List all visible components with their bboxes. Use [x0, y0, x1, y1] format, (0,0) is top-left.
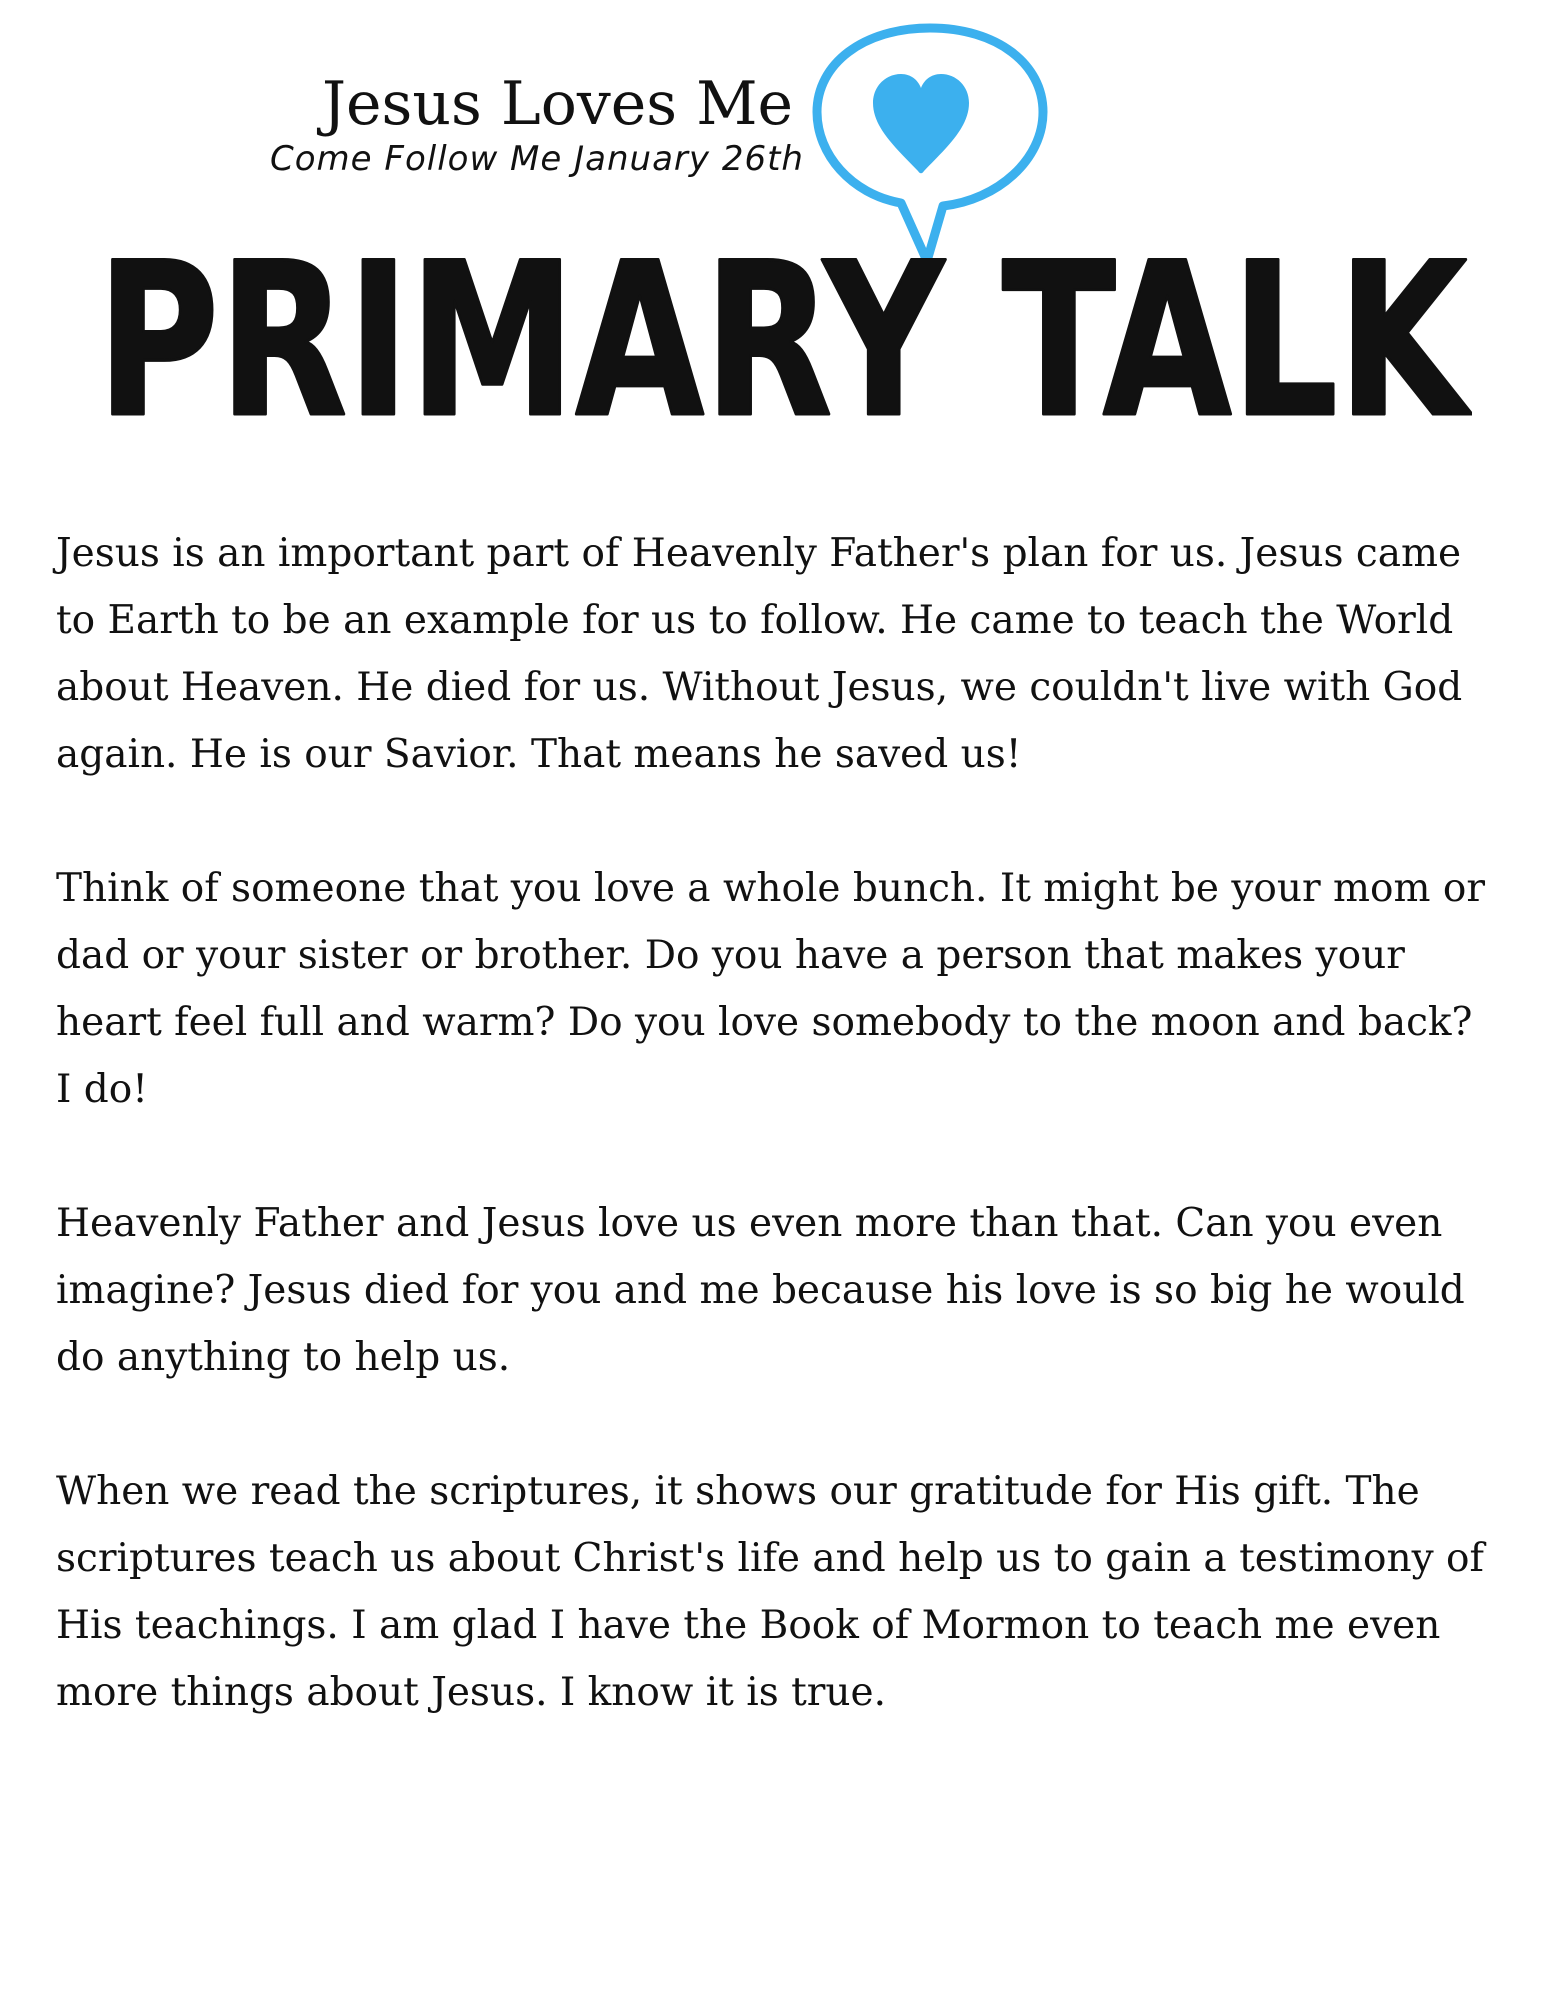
primary-talk-heading — [92, 210, 1472, 440]
paragraph-2: Think of someone that you love a whole bunch. It might be your mom or dad or your sister or brother. Do you have a person that makes your heart feel full and warm? Do you love somebody to the moon and back? I do! — [56, 866, 1485, 1112]
talk-body — [56, 520, 1496, 1793]
paragraph-1: Jesus is an important part of Heavenly Father's plan for us. Jesus came to Earth to be an example for us to follow. He came to teach the World about Heaven. He died for us. Without Jesus, we couldn't live with God again. He is our Savior. That means he saved us! — [56, 531, 1463, 777]
page-header — [0, 0, 1545, 440]
heading-text: PRIMARY TALK — [97, 217, 1472, 440]
paragraph-4: When we read the scriptures, it shows our gratitude for His gift. The scriptures teach us about Christ's life and help us to gain a testimony of His teachings. I am glad I have the Book of Mormon to teach me even more things about Jesus. I know it is true. — [56, 1469, 1484, 1715]
paragraph-3: Heavenly Father and Jesus love us even more than that. Can you even imagine? Jesus died for you and me because his love is so big he would do anything to help us. — [56, 1201, 1465, 1380]
page-title: Jesus Loves Me — [322, 69, 794, 139]
page-subtitle: Come Follow Me January 26th — [270, 139, 804, 179]
